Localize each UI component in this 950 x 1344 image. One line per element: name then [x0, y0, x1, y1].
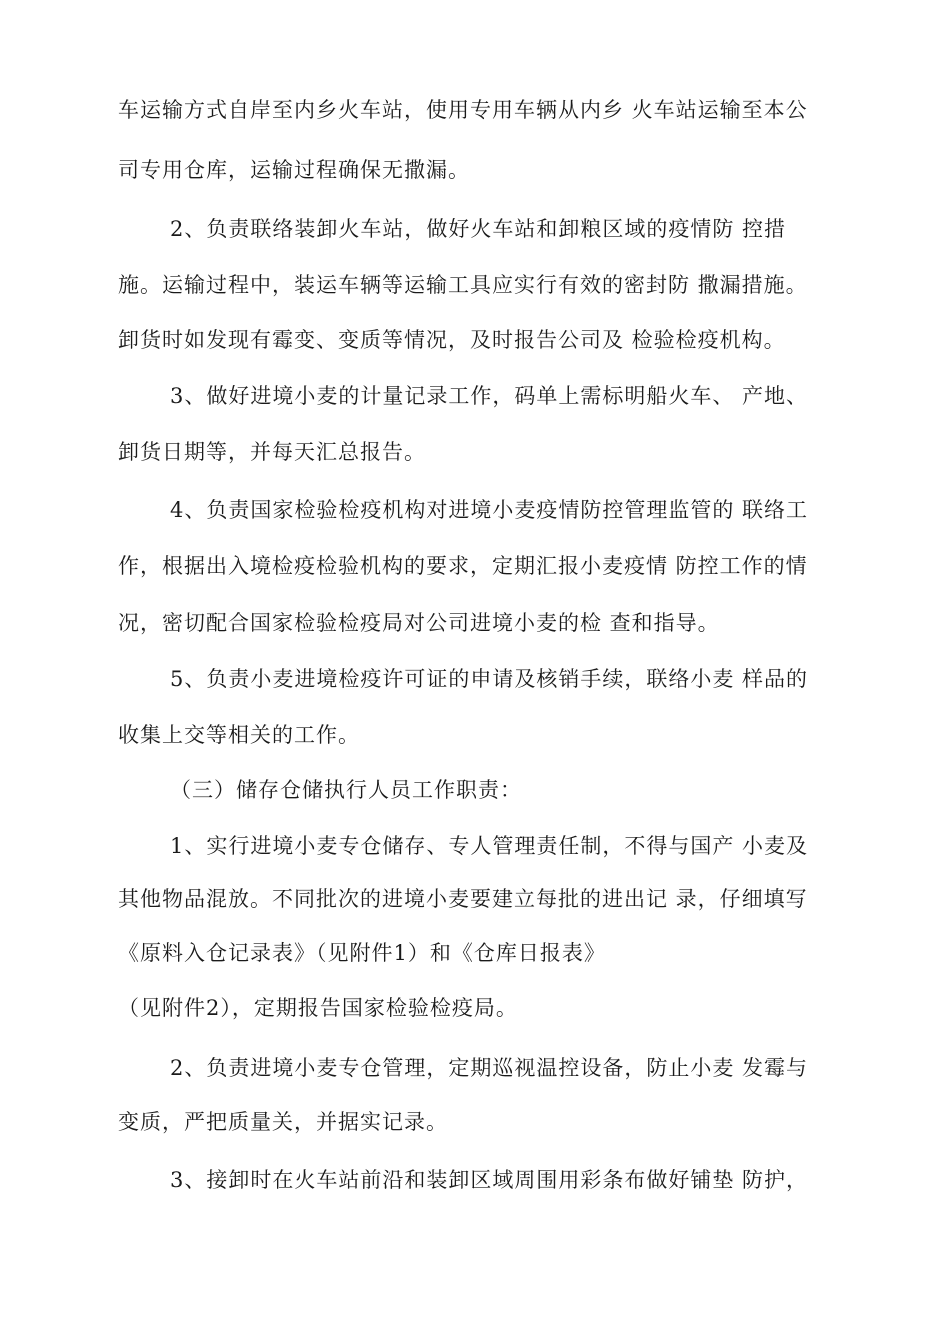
text-line: （见附件2），定期报告国家检验检疫局。: [118, 996, 518, 1020]
text-line: 5、负责小麦进境检疫许可证的申请及核销手续，联络小麦 样品的: [170, 667, 809, 691]
text-line: 施。运输过程中，装运车辆等运输工具应实行有效的密封防 撒漏措施。: [118, 273, 808, 297]
text-line: 卸货日期等，并每天汇总报告。: [118, 440, 426, 464]
text-line: 《原料入仓记录表》（见附件1）和《仓库日报表》: [118, 941, 606, 965]
text-line: 1、实行进境小麦专仓储存、专人管理责任制，不得与国产 小麦及: [170, 834, 809, 858]
text-line: 况，密切配合国家检验检疫局对公司进境小麦的检 查和指导。: [118, 611, 720, 635]
text-line: 4、负责国家检验检疫机构对进境小麦疫情防控管理监管的 联络工: [170, 498, 809, 522]
text-line: 2、负责联络装卸火车站，做好火车站和卸粮区域的疫情防 控措: [170, 217, 787, 241]
section-heading: （三）储存仓储执行人员工作职责：: [170, 778, 522, 802]
text-line: 作，根据出入境检疫检验机构的要求，定期汇报小麦疫情 防控工作的情: [118, 554, 808, 578]
text-line: 2、负责进境小麦专仓管理，定期巡视温控设备，防止小麦 发霉与: [170, 1056, 809, 1080]
text-line: 3、做好进境小麦的计量记录工作，码单上需标明船火车、 产地、: [170, 384, 809, 408]
text-line: 司专用仓库，运输过程确保无撒漏。: [118, 158, 470, 182]
text-line: 卸货时如发现有霉变、变质等情况，及时报告公司及 检验检疫机构。: [118, 328, 786, 352]
text-line: 车运输方式自岸至内乡火车站，使用专用车辆从内乡 火车站运输至本公: [118, 98, 808, 122]
text-line: 3、接卸时在火车站前沿和装卸区域周围用彩条布做好铺垫 防护，: [170, 1168, 809, 1192]
text-line: 变质，严把质量关，并据实记录。: [118, 1110, 448, 1134]
text-line: 收集上交等相关的工作。: [118, 723, 360, 747]
text-line: 其他物品混放。不同批次的进境小麦要建立每批的进出记 录，仔细填写: [118, 887, 808, 911]
